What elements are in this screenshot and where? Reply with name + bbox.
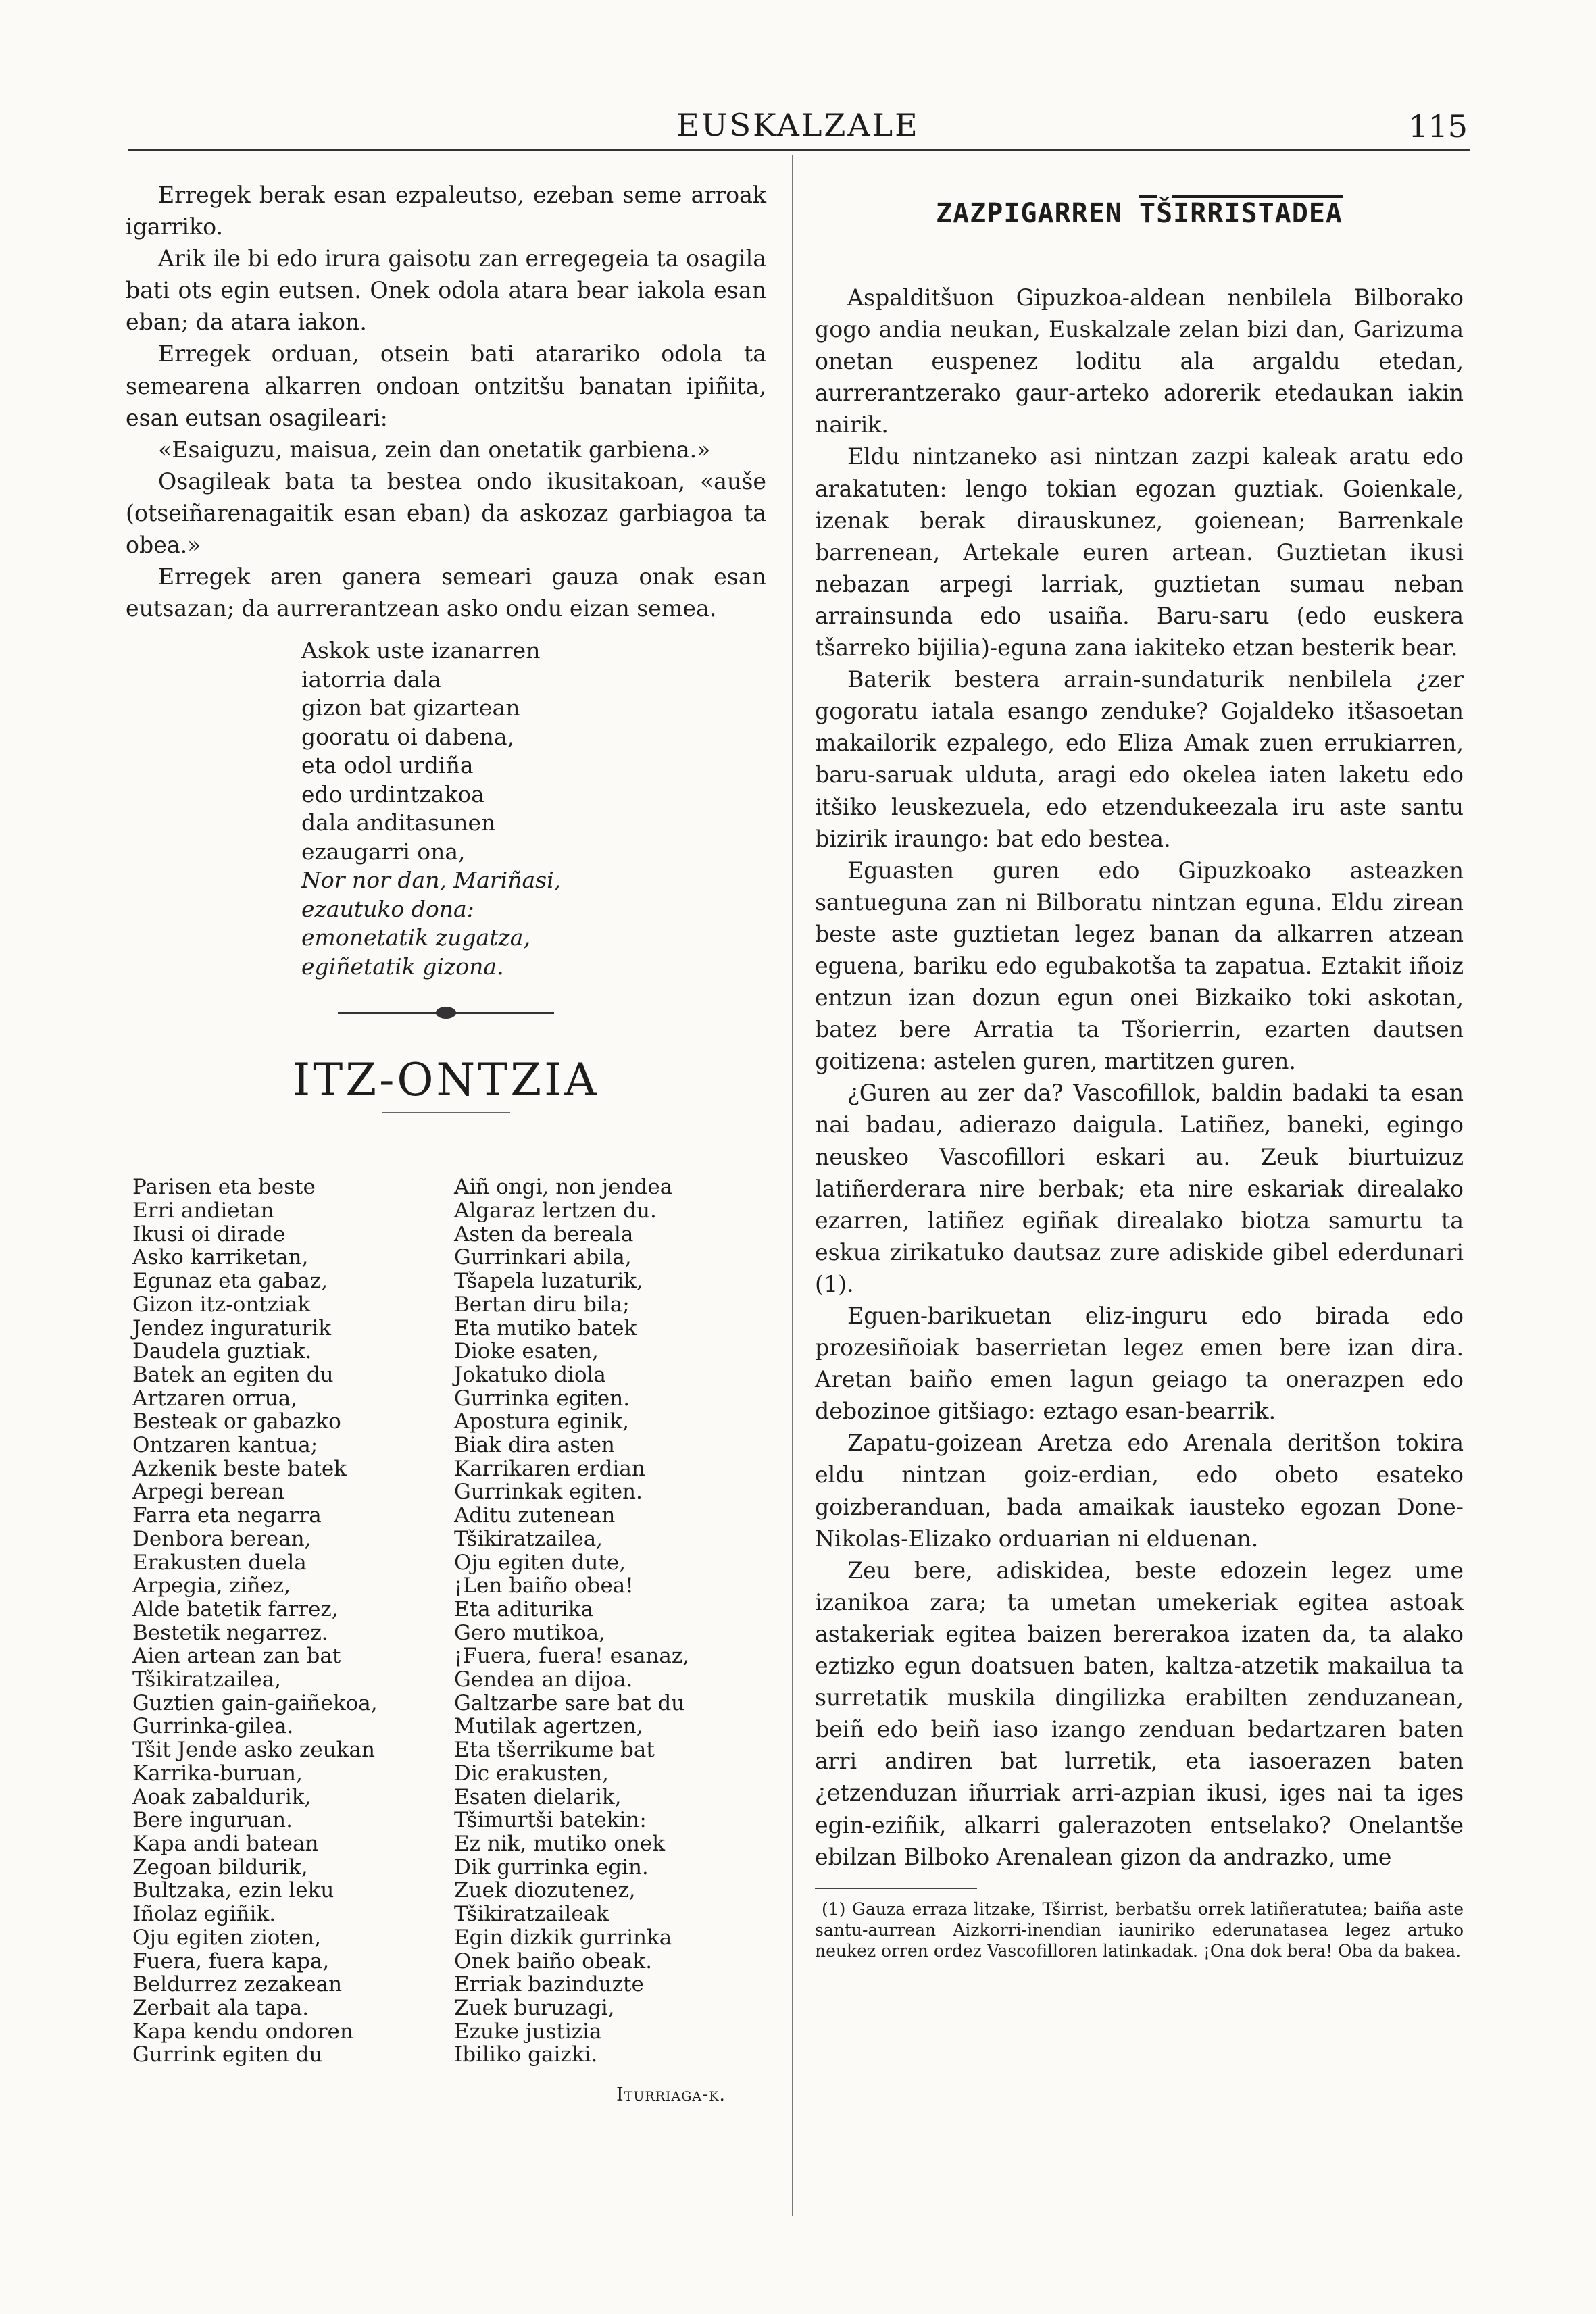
poem-line: edo urdintzakoa xyxy=(301,780,484,807)
right-paragraph: Eldu nintzaneko asi nintzan zazpi kaleak aratu edo arakatuten: lengo tokian egozan guztiak. Goienkale, izenak berak dirauskunez, goienean; Barrenkale barrenean, Artekale euren artean. Guztietan ikusi nebazan arpegi larriak, guztietan sumau neban arrainsunda edo usaiña. Baru-saru (edo euskera tšarreko bijilia)-eguna zana iakiteko etzan besterik bear. xyxy=(815,443,1464,661)
verse-line: Ez nik, mutiko onek xyxy=(454,1832,665,1856)
verse-line: Tšikiratzailea, xyxy=(454,1526,603,1551)
left-paragraph: Erregek orduan, otsein bati atarariko odola ta semearena alkarren ondoan ontzitšu banatan ipiñita, esan eutsan osagileari: xyxy=(126,341,766,431)
left-paragraph: Osagileak bata ta bestea ondo ikusitakoan, «auše (otseiñarenagaitik esan eban) da askozaz garbiagoa ta obea.» xyxy=(126,468,766,559)
verse-line: Oju egiten zioten, xyxy=(132,1925,322,1950)
verse-line: Karrika-buruan, xyxy=(132,1761,303,1786)
verse-line: Ibiliko gaizki. xyxy=(454,2042,598,2067)
verse-line: Mutilak agertzen, xyxy=(454,1714,643,1739)
verse-line: Aoak zabaldurik, xyxy=(132,1784,311,1809)
verse-line: Kapa kendu ondoren xyxy=(132,2019,353,2044)
article-title xyxy=(815,198,1464,229)
verse-line: Apostura eginik, xyxy=(454,1409,630,1434)
verse-line: Gurrinka-gilea. xyxy=(132,1714,294,1739)
verse-line: Egin dizkik gurrinka xyxy=(454,1925,672,1950)
verses xyxy=(126,1176,766,2067)
verse-line: Gurrinkari abila, xyxy=(454,1245,632,1270)
page-number: 115 xyxy=(1408,108,1468,145)
section-title-rule xyxy=(382,1112,510,1113)
verse-line: ¡Len baiño obea! xyxy=(454,1574,634,1599)
verse-line: Tšikiratzailea, xyxy=(132,1667,282,1692)
right-paragraph: Aspalditšuon Gipuzkoa-aldean nenbilela Bilborako gogo andia neukan, Euskalzale zelan bizi dan, Garizuma onetan euspenez loditu ala argaldu etedan, aurrerantzerako gaur-arteko adorerik etedaukan iakin nairik. xyxy=(815,284,1464,438)
poem-line: gizon bat gizartean xyxy=(301,695,520,722)
verse-line: Esaten dielarik, xyxy=(454,1784,622,1809)
article-title-pre: ZAZPIGARREN xyxy=(936,198,1139,229)
poem-line: egiñetatik gizona. xyxy=(301,953,504,980)
verse-line: Parisen eta beste xyxy=(132,1175,316,1200)
section-title: ITZ-ONTZIA xyxy=(293,1054,599,1107)
left-paragraphs xyxy=(126,179,766,624)
verse-line: Zerbait ala tapa. xyxy=(132,1995,309,2020)
verse-line: Artzaren orrua, xyxy=(132,1386,298,1411)
verse-line: Fuera, fuera kapa, xyxy=(132,1948,330,1973)
verse-line: Batek an egiten du xyxy=(132,1362,334,1387)
verse-line: Gendea an dijoa. xyxy=(454,1667,633,1692)
footnote-rule xyxy=(815,1888,977,1889)
verse-line: Zegoan bildurik, xyxy=(132,1855,308,1880)
verse-line: Dioke esaten, xyxy=(454,1339,599,1364)
left-paragraph: Arik ile bi edo irura gaisotu zan erregegeia ta osagila bati ots egin eutsen. Onek odola atara bear iakola esan eban; da atara iakon. xyxy=(126,245,766,336)
verse-line: Guztien gain-gaiñekoa, xyxy=(132,1690,378,1715)
verse-line: Alde batetik farrez, xyxy=(132,1596,339,1621)
poem-line: dala anditasunen xyxy=(301,809,496,836)
verse-line: Dic erakusten, xyxy=(454,1761,609,1786)
verse-line: Beldurrez zezakean xyxy=(132,1972,343,1997)
verse-column-b xyxy=(454,1176,765,2067)
right-paragraphs xyxy=(815,282,1464,1873)
verse-line: Zuek diozutenez, xyxy=(454,1878,636,1903)
verse-line: Eta tšerrikume bat xyxy=(454,1738,655,1763)
verse-line: Asten da bereala xyxy=(454,1222,634,1247)
verse-line: Iñolaz egiñik. xyxy=(132,1902,276,1927)
verse-line: Farra eta negarra xyxy=(132,1503,322,1528)
ornament-divider xyxy=(338,1009,554,1016)
verse-line: Besteak or gabazko xyxy=(132,1409,341,1434)
verse-line: Tšapela luzaturik, xyxy=(454,1269,643,1294)
verse-line: Gurrinkak egiten. xyxy=(454,1480,643,1505)
poem-line: ezaugarri ona, xyxy=(301,838,466,865)
right-paragraph: ¿Guren au zer da? Vascofillok, baldin badaki ta esan nai badau, adierazo daigula. Latiñez, baneki, egingo neuskeo Vascofillori eskari au. Zeuk biurtuizuz latiñerderara nire berbak; eta nire eskariak direalako ezarren, latiñez egiñak direalako biotza samurtu ta eskua zirikatuko dautsaz zure adiskide gibel ederdunari (1). xyxy=(815,1080,1464,1297)
verse-line: Jendez inguraturik xyxy=(132,1315,332,1340)
verse-line: Gero mutikoa, xyxy=(454,1620,605,1645)
verse-line: Bestetik negarrez. xyxy=(132,1620,328,1645)
verse-line: Ikusi oi dirade xyxy=(132,1222,286,1247)
verse-line: Bertan diru bila; xyxy=(454,1292,630,1317)
verse-line: Tšimurtši batekin: xyxy=(454,1808,647,1833)
poem-line: emonetatik zugatza, xyxy=(301,924,530,951)
column-divider xyxy=(792,155,793,2216)
verse-line: Eta aditurika xyxy=(454,1596,594,1621)
left-column xyxy=(126,179,766,2105)
article-title-word: TŠIRRISTADEA xyxy=(1139,198,1343,229)
poem xyxy=(301,636,766,981)
verse-line: Tšikiratzaileak xyxy=(454,1902,609,1927)
running-header-title: EUSKALZALE xyxy=(676,107,920,143)
verse-line: Arpegia, ziñez, xyxy=(132,1574,291,1599)
right-paragraph: Baterik bestera arrain-sundaturik nenbilela ¿zer gogoratu iatala esango zenduke? Gojaldeko itšasoetan makailorik ezpalego, edo Eliza Amak zuen errukiarren, baru-saruak ulduta, aragi edo okelea iaten laketu edo itšiko leuskezuela, edo etzendukeezala iru aste santu bizirik iraungo: bat edo bestea. xyxy=(815,666,1464,852)
verse-line: Galtzarbe sare bat du xyxy=(454,1690,685,1715)
verse-line: Jokatuko diola xyxy=(454,1362,606,1387)
verse-line: ¡Fuera, fuera! esanaz, xyxy=(454,1644,690,1669)
verse-line: Algaraz lertzen du. xyxy=(454,1199,657,1224)
left-paragraph: «Esaiguzu, maisua, zein dan onetatik garbiena.» xyxy=(158,436,711,463)
verse-line: Gizon itz-ontziak xyxy=(132,1292,311,1317)
verse-line: Aien artean zan bat xyxy=(132,1644,341,1669)
author-signature: Iturriaga-k. xyxy=(616,2084,726,2106)
poem-line: Askok uste izanarren xyxy=(301,637,541,664)
verse-line: Bere inguruan. xyxy=(132,1808,293,1833)
verse-line: Onek baiño obeak. xyxy=(454,1948,653,1973)
verse-line: Dik gurrinka egin. xyxy=(454,1855,649,1880)
poem-line: Nor nor dan, Mariñasi, xyxy=(301,867,562,894)
verse-line: Erri andietan xyxy=(132,1199,274,1224)
verse-line: Denbora berean, xyxy=(132,1526,311,1551)
verse-line: Biak dira asten xyxy=(454,1433,615,1458)
verse-line: Erriak bazinduzte xyxy=(454,1972,644,1997)
verse-line: Bultzaka, ezin leku xyxy=(132,1878,334,1903)
left-paragraph: Erregek berak esan ezpaleutso, ezeban seme arroak igarriko. xyxy=(126,182,766,241)
verse-line: Egunaz eta gabaz, xyxy=(132,1269,328,1294)
footnote: (1) Gauza erraza litzake, Tširrist, berbatšu orrek latiñeratutea; baiña aste santu-aurrean Aizkorri-inendian iauniriko ederunatasea legez artuko neukez orren ordez Vascofilloren latinkadak. ¡Ona dok bera! Oba da bakea. xyxy=(815,1898,1464,1961)
verse-line: Daudela guztiak. xyxy=(132,1339,312,1364)
left-paragraph: Erregek aren ganera semeari gauza onak esan eutsazan; da aurrerantzean asko ondu eizan semea. xyxy=(126,563,766,622)
poem-line: eta odol urdiña xyxy=(301,752,474,779)
verse-line: Azkenik beste batek xyxy=(132,1456,347,1481)
verse-line: Asko karriketan, xyxy=(132,1245,309,1270)
verse-line: Aditu zutenean xyxy=(454,1503,616,1528)
verse-line: Kapa andi batean xyxy=(132,1832,319,1856)
right-column xyxy=(815,179,1464,1961)
verse-line: Gurrink egiten du xyxy=(132,2042,323,2067)
verse-line: Eta mutiko batek xyxy=(454,1315,637,1340)
right-paragraph: Eguen-barikuetan eliz-inguru edo birada edo prozesiñoiak baserrietan legez emen bere izan dira. Aretan baiño emen lagun geiago ta onerazpen edo debozinoe gitšiago: eztago esan-bearrik. xyxy=(815,1303,1464,1425)
verse-line: Zuek buruzagi, xyxy=(454,1995,615,2020)
verse-line: Ezuke justizia xyxy=(454,2019,602,2044)
poem-line: gooratu oi dabena, xyxy=(301,723,515,750)
verse-column-a xyxy=(126,1176,454,2067)
verse-line: Karrikaren erdian xyxy=(454,1456,645,1481)
verse-line: Tšit Jende asko zeukan xyxy=(132,1738,375,1763)
right-paragraph: Eguasten guren edo Gipuzkoako asteazken santueguna zan ni Bilboratu nintzan eguna. Eldu zirean beste aste guztietan legez banan da alkarren atzean eguena, bariku edo egubakotša ta zapatua. Eztakit iñoiz entzun izan dozun egun onei Bizkaiko toki askotan, batez bere Arratia ta Tšorierrin, ezarten dautsen goitizena: astelen guren, martitzen guren. xyxy=(815,857,1464,1075)
right-paragraph: Zapatu-goizean Aretza edo Arenala deritšon tokira eldu nintzan goiz-erdian, edo obeto esateko goizberanduan, bada amaikak iausteko egozan Done-Nikolas-Elizako orduarian ni elduenan. xyxy=(815,1430,1464,1552)
verse-line: Oju egiten dute, xyxy=(454,1550,626,1575)
header-rule xyxy=(128,149,1470,151)
poem-line: ezautuko dona: xyxy=(301,895,474,922)
verse-line: Ontzaren kantua; xyxy=(132,1433,318,1458)
verse-line: Aiñ ongi, non jendea xyxy=(454,1175,673,1200)
poem-line: iatorria dala xyxy=(301,665,441,693)
verse-line: Arpegi berean xyxy=(132,1480,284,1505)
verse-line: Gurrinka egiten. xyxy=(454,1386,630,1411)
verse-line: Erakusten duela xyxy=(132,1550,307,1575)
right-paragraph: Zeu bere, adiskidea, beste edozein legez ume izanikoa zara; ta umetan umekeriak egitea astoak astakeriak egitea baizen bererakoa izaten da, ta alako eztizko egun doatsuen baten, kaltza-atzetik makailua ta surretatik muskila dingilizka erabilten zenduzanean, beiñ edo beiñ iaso izango zenduan bedartzaren baten arri andiren bat lurretik, eta iasoerazen baten ¿etzenduzan iñurriak arri-azpian ikusi, iges nai ta iges egin-eziñik, alkarri galerazoten entselako? Onelantše ebilzan Bilboko Arenalean gizon da andrazko, ume xyxy=(815,1557,1464,1870)
